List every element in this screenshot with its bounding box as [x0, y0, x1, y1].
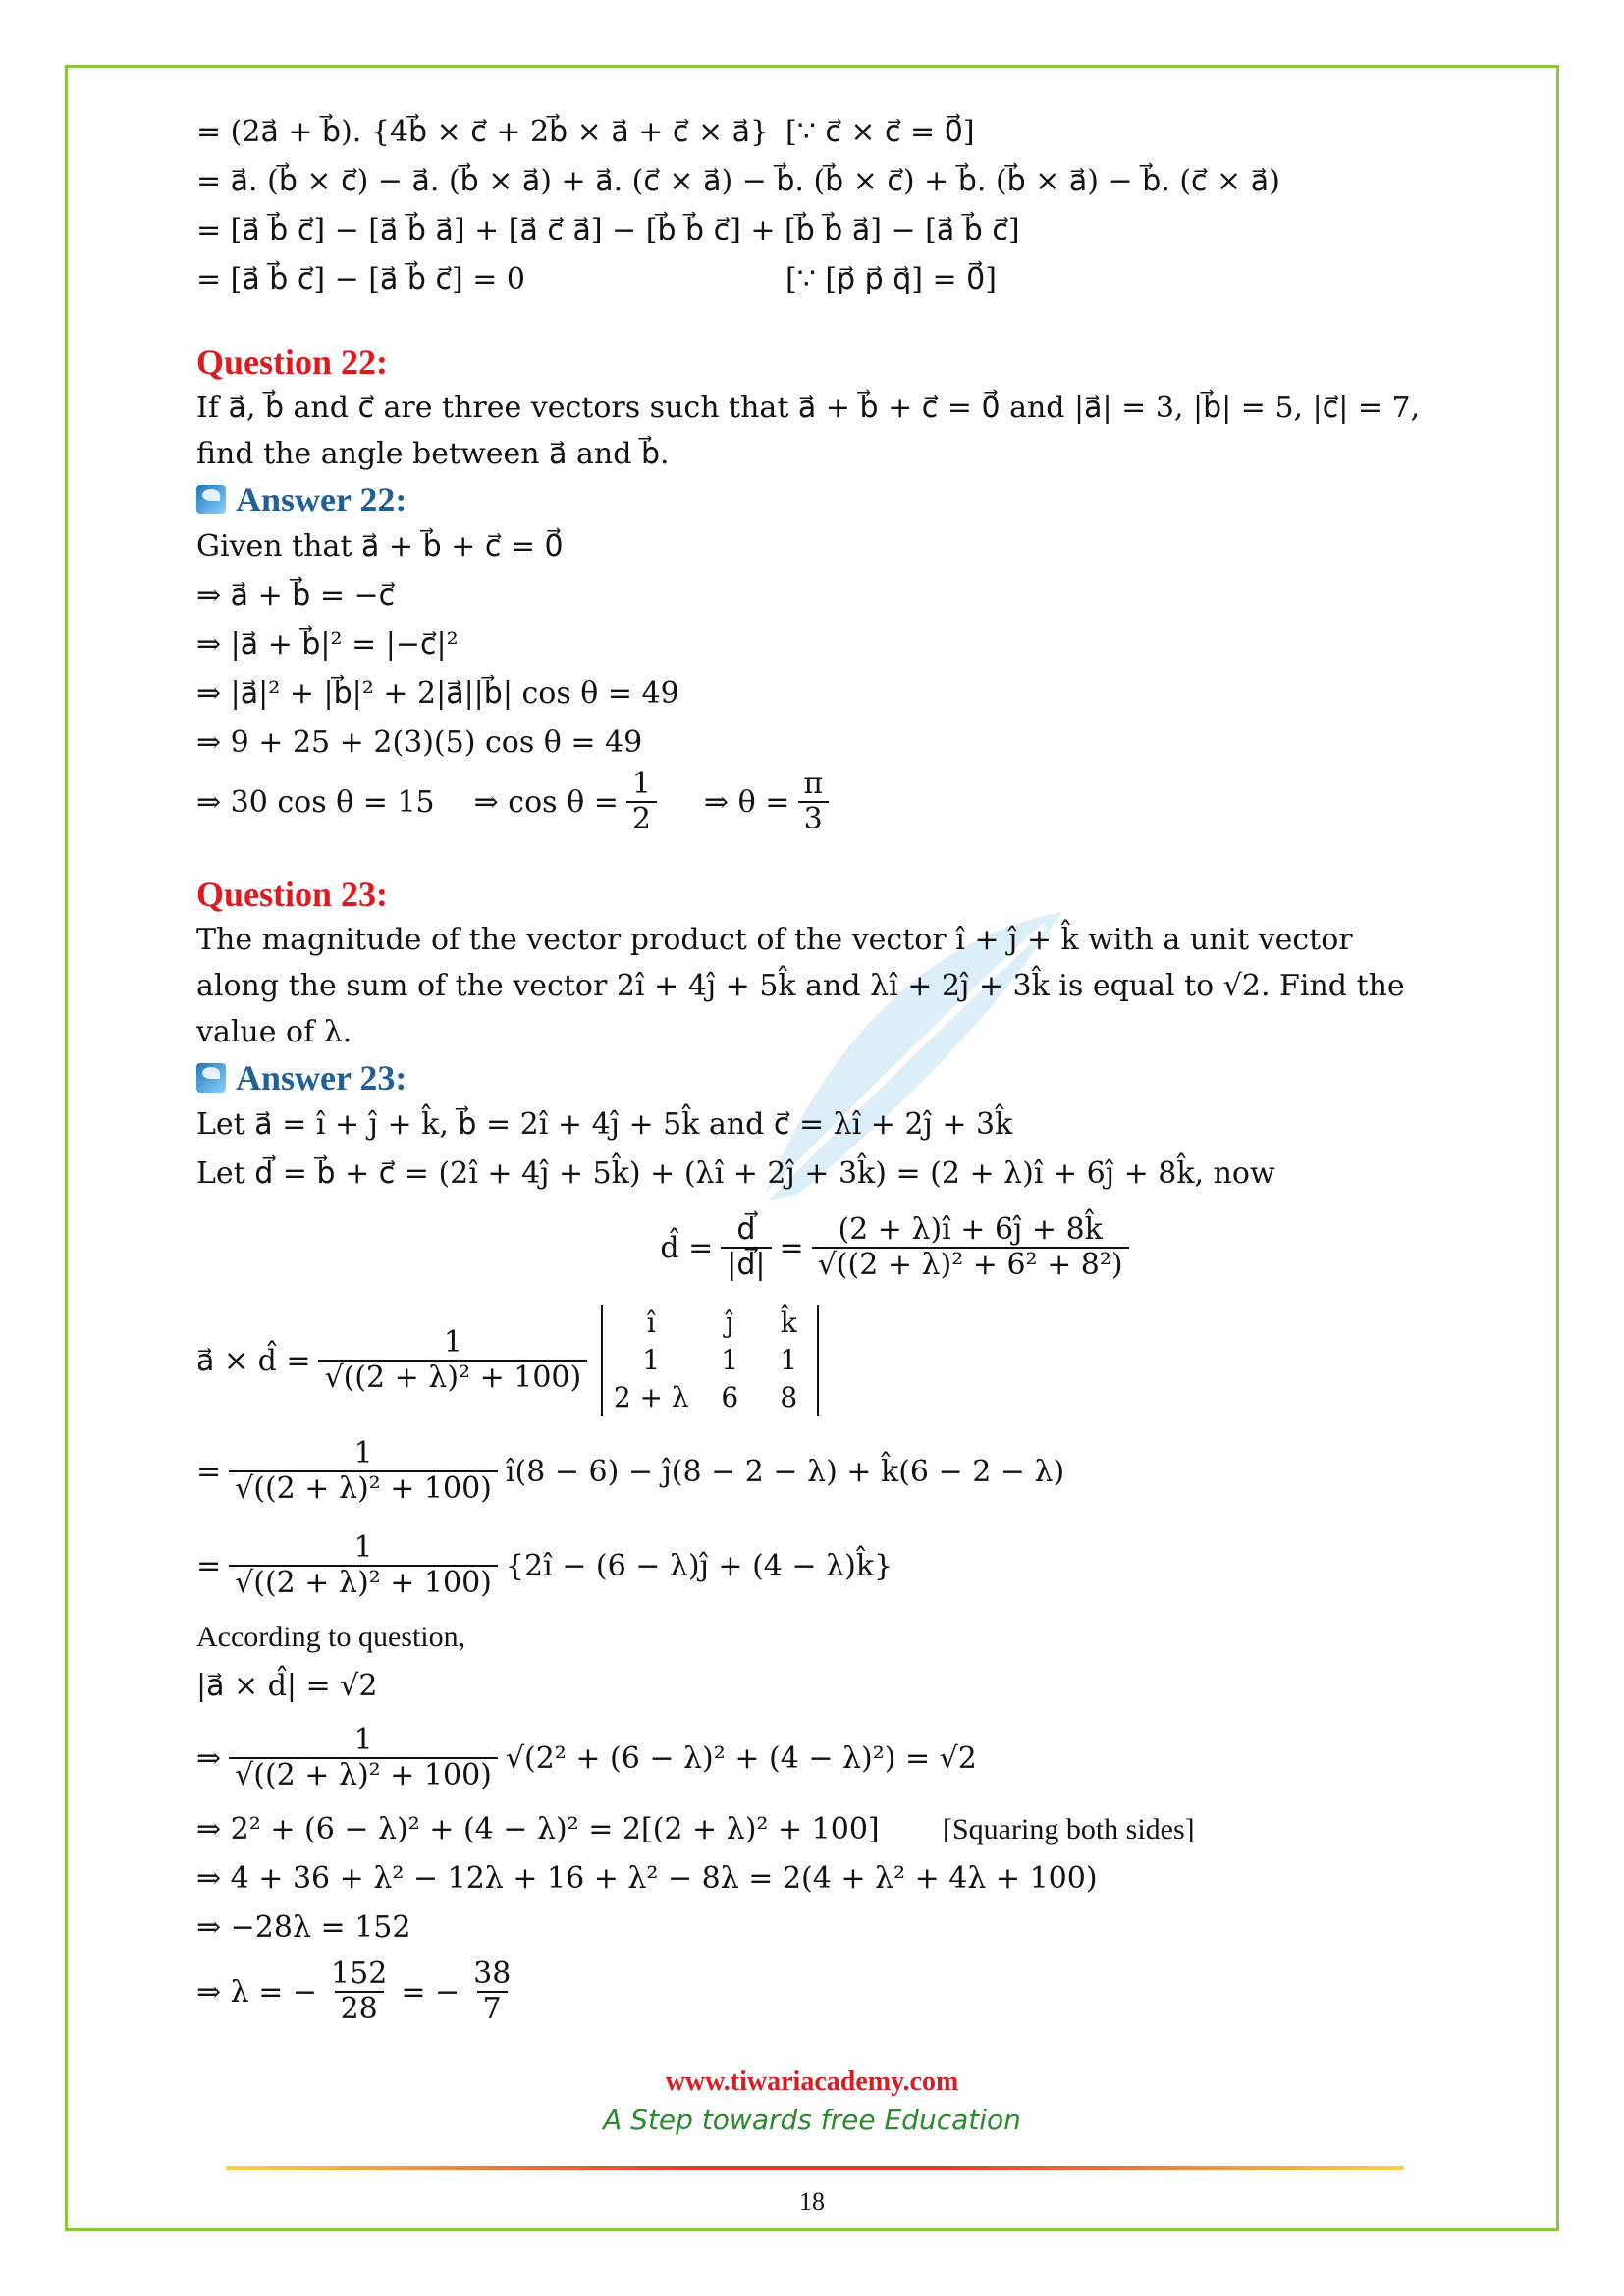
matrix-cell: 2 + λ	[613, 1381, 689, 1414]
expansion-line-3	[196, 1711, 1443, 1805]
page-footer	[0, 2066, 1624, 2136]
matrix-cell: 1	[721, 1344, 739, 1376]
derivation-line-4	[196, 255, 1443, 304]
numerator: 1	[353, 1529, 373, 1565]
final-lhs: ⇒ λ = −	[196, 1974, 318, 2009]
linear-line: ⇒ −28λ = 152	[196, 1910, 411, 1945]
equals: =	[779, 1230, 804, 1265]
line-text: ⇒ 2² + (6 − λ)² + (4 − λ)² = 2[(2 + λ)² + 100]	[196, 1812, 880, 1846]
answer-23-heading-row	[196, 1055, 1443, 1100]
question-22-text: If a⃗, b⃗ and c⃗ are three vectors such that a⃗ + b⃗ + c⃗ = 0⃗ and |a⃗| = 3, |b⃗| = 5, |c⃗| = 7, find the angle between a⃗ and b⃗.	[196, 391, 1421, 471]
fraction	[229, 1437, 498, 1507]
final-part: ⇒ cos θ =	[473, 784, 619, 820]
top-derivation	[196, 108, 1443, 304]
magnitude-condition: |a⃗ × d̂| = √2	[196, 1669, 378, 1703]
exp-rhs: √(2² + (6 − λ)² + (4 − λ)²) = √2	[505, 1740, 977, 1776]
numerator: 1	[631, 766, 651, 801]
line-note: [Squaring both sides]	[943, 1813, 1195, 1845]
answer-22-step: ⇒ |a⃗ + b⃗|² = |−c⃗|²	[196, 627, 459, 662]
page-number: 18	[799, 2187, 825, 2216]
exp-rhs: {2î − (6 − λ)ĵ + (4 − λ)k̂}	[505, 1548, 893, 1583]
exp-lhs: =	[196, 1454, 222, 1489]
fraction	[229, 1531, 498, 1601]
expansion-line-2	[196, 1519, 1443, 1613]
line-note: [∵ c⃗ × c⃗ = 0⃗]	[785, 115, 975, 149]
exp-rhs: î(8 − 6) − ĵ(8 − 2 − λ) + k̂(6 − 2 − λ)	[505, 1454, 1065, 1489]
line-text: = [a⃗ b⃗ c⃗] − [a⃗ b⃗ a⃗] + [a⃗ c⃗ a⃗] − [b⃗ b⃗ c⃗] + [b⃗ b⃗ a⃗] − [a⃗ b⃗ c⃗]	[196, 213, 1020, 247]
numerator: π	[803, 766, 824, 801]
derivation-line-2	[196, 157, 1443, 206]
denominator: √((2 + λ)² + 100)	[229, 1565, 498, 1601]
answer-23-let-vectors: Let a⃗ = î + ĵ + k̂, b⃗ = 2î + 4ĵ + 5k̂ and c⃗ = λî + 2ĵ + 3k̂	[196, 1107, 1013, 1142]
numerator: 152	[331, 1955, 388, 1991]
footer-url-link[interactable]: www.tiwariacademy.com	[665, 2066, 959, 2097]
footer-divider	[226, 2166, 1404, 2170]
cross-product-determinant	[196, 1297, 1443, 1424]
final-mid: = −	[401, 1974, 460, 2009]
answer-23-heading: Answer 23:	[236, 1058, 407, 1097]
denominator: |d⃗|	[721, 1247, 771, 1283]
fraction	[626, 768, 657, 837]
line-text: = [a⃗ b⃗ c⃗] − [a⃗ b⃗ c⃗] = 0	[196, 262, 525, 296]
expand-line: ⇒ 4 + 36 + λ² − 12λ + 16 + λ² − 8λ = 2(4 + λ² + 4λ + 100)	[196, 1861, 1098, 1896]
denominator: √((2 + λ)² + 100)	[229, 1470, 498, 1507]
fraction	[721, 1213, 771, 1283]
fraction	[467, 1957, 516, 2027]
line-text: = (2a⃗ + b⃗). {4b⃗ × c⃗ + 2b⃗ × a⃗ + c⃗ × a⃗}	[196, 115, 770, 149]
question-23-text: The magnitude of the vector product of the vector î + ĵ + k̂ with a unit vector along the sum of the vector 2î + 4ĵ + 5k̂ and λî + 2ĵ + 3k̂ is equal to √2. Find the value of λ.	[196, 923, 1405, 1049]
matrix-cell: ĵ	[725, 1307, 734, 1339]
denominator: 3	[798, 801, 829, 837]
determinant-matrix	[601, 1305, 819, 1416]
matrix-cell: 6	[721, 1381, 739, 1414]
question-22-heading: Question 22:	[196, 343, 389, 382]
answer-22-step: ⇒ 9 + 25 + 2(3)(5) cos θ = 49	[196, 725, 643, 760]
exp-lhs: ⇒	[196, 1740, 222, 1776]
denominator: 28	[335, 1991, 384, 2027]
final-part: ⇒ θ =	[703, 784, 790, 820]
fraction	[797, 768, 829, 837]
numerator: d⃗	[736, 1211, 756, 1247]
cross-lhs: a⃗ × d̂ =	[196, 1343, 311, 1378]
exp-lhs: =	[196, 1548, 222, 1583]
fraction	[325, 1957, 393, 2027]
dhat-definition	[196, 1199, 1443, 1297]
answer-23-let-d: Let d⃗ = b⃗ + c⃗ = (2î + 4ĵ + 5k̂) + (λî + 2ĵ + 3k̂) = (2 + λ)î + 6ĵ + 8k̂, now	[196, 1156, 1275, 1191]
page-content	[196, 108, 1443, 2031]
fraction	[229, 1724, 498, 1793]
answer-22-final	[196, 768, 1443, 836]
matrix-cell: 8	[780, 1381, 798, 1414]
derivation-line-1	[196, 108, 1443, 157]
answer-22-heading-row	[196, 477, 1443, 522]
tiwari-logo-icon	[196, 1063, 226, 1093]
squaring-line	[196, 1805, 1443, 1854]
denominator: √((2 + λ)² + 6² + 8²)	[812, 1247, 1129, 1283]
denominator: √((2 + λ)² + 100)	[229, 1757, 498, 1793]
final-part: ⇒ 30 cos θ = 15	[196, 784, 435, 820]
numerator: 38	[473, 1955, 512, 1991]
denominator: √((2 + λ)² + 100)	[318, 1360, 587, 1396]
footer-tagline: A Step towards free Education	[603, 2104, 1021, 2136]
answer-22-heading: Answer 22:	[236, 480, 407, 519]
matrix-cell: 1	[780, 1344, 798, 1376]
answer-22-step: ⇒ a⃗ + b⃗ = −c⃗	[196, 578, 396, 613]
answer-22-step: Given that a⃗ + b⃗ + c⃗ = 0⃗	[196, 529, 564, 563]
tiwari-logo-icon	[196, 485, 226, 514]
derivation-line-3	[196, 206, 1443, 255]
matrix-cell: 1	[642, 1344, 661, 1376]
expansion-line-1	[196, 1424, 1443, 1519]
denominator: 2	[626, 801, 657, 837]
fraction	[318, 1326, 587, 1396]
numerator: 1	[353, 1435, 373, 1470]
dhat-lhs: d̂ =	[660, 1230, 714, 1265]
numerator: (2 + λ)î + 6ĵ + 8k̂	[838, 1211, 1103, 1247]
fraction	[812, 1213, 1129, 1283]
according-to-question: According to question,	[196, 1621, 466, 1653]
numerator: 1	[443, 1324, 462, 1360]
question-23-heading: Question 23:	[196, 875, 389, 914]
line-note: [∵ [p⃗ p⃗ q⃗] = 0⃗]	[785, 262, 997, 296]
answer-22-step: ⇒ |a⃗|² + |b⃗|² + 2|a⃗||b⃗| cos θ = 49	[196, 676, 679, 711]
matrix-cell: k̂	[780, 1307, 797, 1339]
answer-23-final	[196, 1952, 1443, 2031]
line-text: = a⃗. (b⃗ × c⃗) − a⃗. (b⃗ × a⃗) + a⃗. (c⃗ × a⃗) − b⃗. (b⃗ × c⃗) + b⃗. (b⃗ × a⃗) − b⃗. (c⃗ × a⃗)	[196, 164, 1280, 198]
numerator: 1	[353, 1722, 373, 1757]
matrix-cell: î	[646, 1307, 656, 1339]
denominator: 7	[477, 1991, 508, 2027]
